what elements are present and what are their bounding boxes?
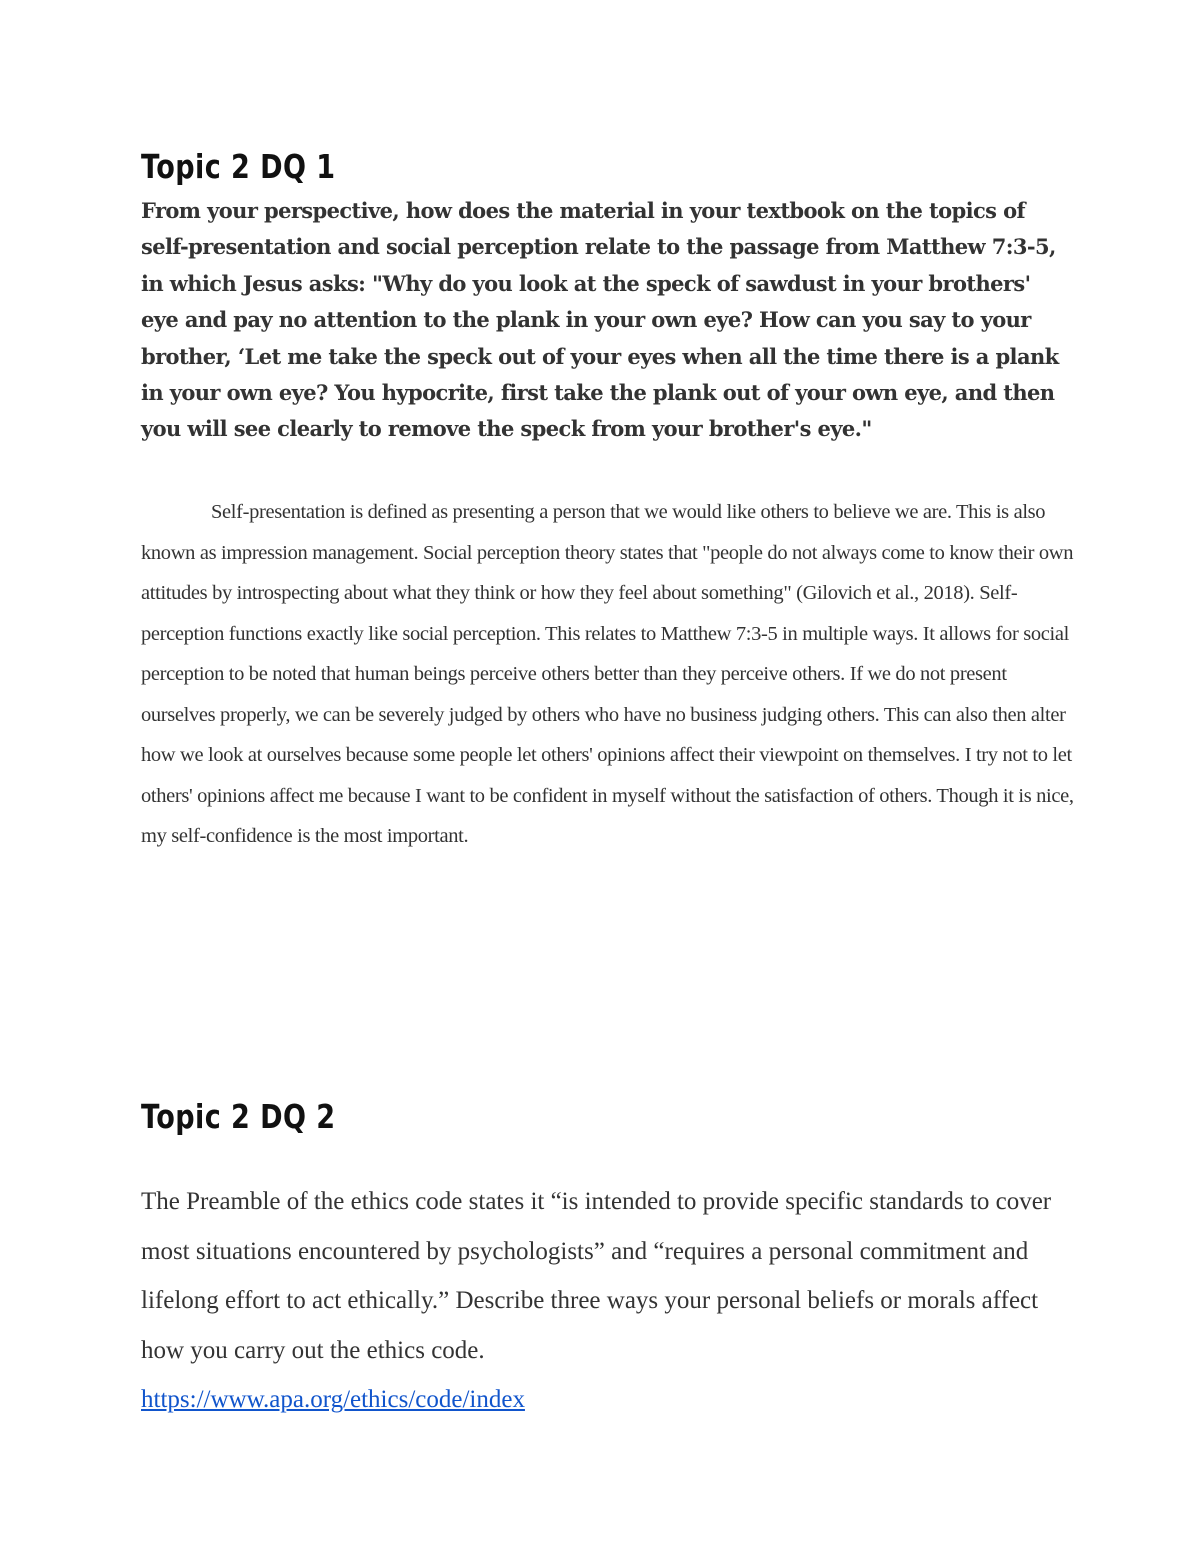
dq1-heading: Topic 2 DQ 1 [141, 147, 336, 186]
dq2-prompt-block [141, 1177, 1071, 1425]
dq1-answer: Self-presentation is defined as presenting a person that we would like others to believe we are. This is also known as impression management. Social perception theory states that "people do not always come to know their own attitudes by introspecting about what they think or how they feel about something" (Gilovich et al., 2018). Self-perception functions exactly like social perception. This relates to Matthew 7:3-5 in multiple ways. It allows for social perception to be noted that human beings perceive others better than they perceive others. If we do not present ourselves properly, we can be severely judged by others who have no business judging others. This can also then alter how we look at ourselves because some people let others' opinions affect their viewpoint on themselves. I try not to let others' opinions affect me because I want to be confident in myself without the satisfaction of others. Though it is nice, my self-confidence is the most important. [141, 501, 1074, 847]
dq2-prompt: The Preamble of the ethics code states it “is intended to provide specific standards to cover most situations encountered by psychologists” and “requires a personal commitment and lifelong effort to act ethically.” Describe three ways your personal beliefs or morals affect how you carry out the ethics code. [141, 1188, 1052, 1364]
ethics-code-link[interactable]: https://www.apa.org/ethics/code/index [141, 1386, 525, 1414]
dq1-prompt: From your perspective, how does the material in your textbook on the topics of self-presentation and social perception relate to the passage from Matthew 7:3-5, in which Jesus asks: "Why do you look at the speck of sawdust in your brothers' eye and pay no attention to the plank in your own eye? How can you say to your brother, ‘Let me take the speck out of your eyes when all the time there is a plank in your own eye? You hypocrite, first take the plank out of your own eye, and then you will see clearly to remove the speck from your brother's eye." [141, 198, 1059, 442]
dq2-heading: Topic 2 DQ 2 [141, 1097, 336, 1136]
